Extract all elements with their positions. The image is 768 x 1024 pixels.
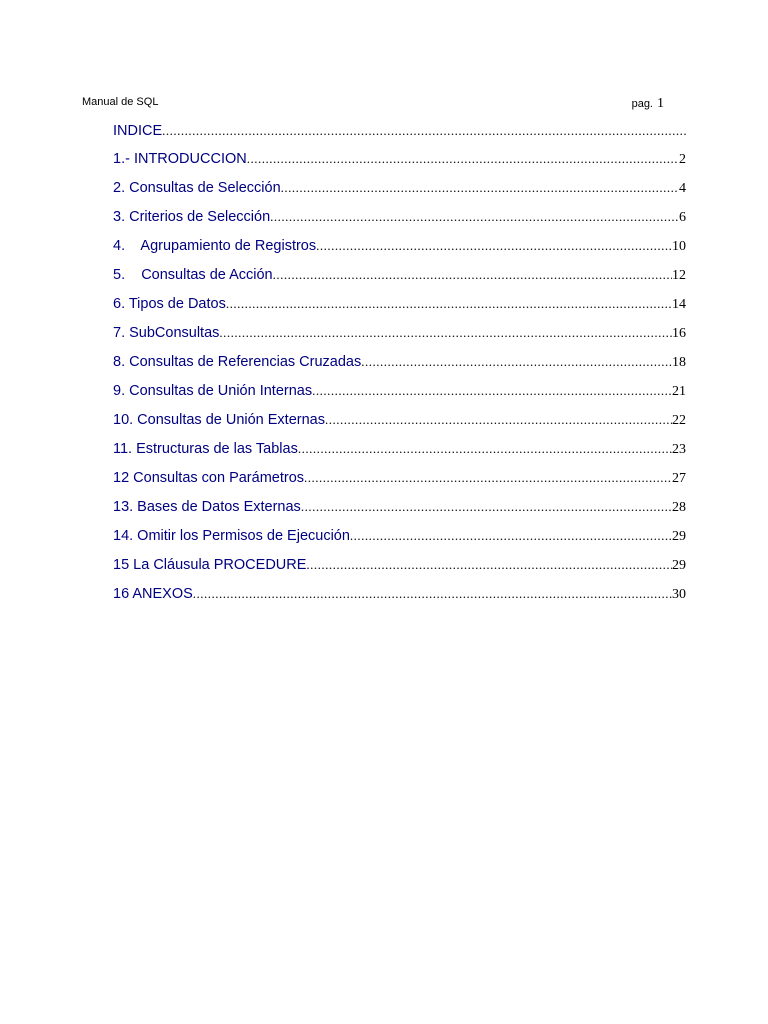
toc-leader-dots [312, 380, 672, 402]
toc-entry-page: 30 [672, 587, 686, 602]
toc-entry-estructuras-tablas[interactable] [113, 438, 686, 467]
toc-entry-page: 14 [672, 297, 686, 312]
toc-entry-title[interactable]: 3. Criterios de Selección [113, 209, 271, 225]
toc-leader-dots [306, 554, 672, 576]
table-of-contents [113, 120, 686, 612]
toc-entry-title[interactable]: 1.- INTRODUCCION [113, 151, 247, 167]
toc-leader-dots [298, 438, 672, 460]
page-indicator [632, 94, 664, 112]
toc-entry-union-internas[interactable] [113, 380, 686, 409]
toc-entry-page: 10 [672, 239, 686, 254]
toc-entry-referencias-cruzadas[interactable] [113, 351, 686, 380]
toc-entry-consultas-seleccion[interactable] [113, 177, 686, 206]
toc-entry-title[interactable]: 2. Consultas de Selección [113, 180, 281, 196]
toc-entry-title[interactable]: 6. Tipos de Datos [113, 296, 226, 312]
toc-entry-title[interactable]: 7. SubConsultas [113, 325, 220, 341]
toc-leader-dots [226, 293, 672, 315]
toc-entry-title[interactable]: 11. Estructuras de las Tablas [113, 441, 298, 457]
toc-entry-page: 4 [679, 181, 686, 196]
toc-leader-dots [219, 322, 672, 344]
toc-entry-tipos-datos[interactable] [113, 293, 686, 322]
toc-entry-title[interactable]: 4. Agrupamiento de Registros [113, 238, 317, 254]
toc-leader-dots [361, 351, 672, 373]
page-header [82, 94, 664, 112]
toc-leader-dots [325, 409, 672, 431]
toc-entry-title[interactable]: INDICE [113, 123, 163, 139]
toc-entry-page: 18 [672, 355, 686, 370]
toc-entry-introduccion[interactable] [113, 148, 686, 177]
toc-entry-page: 6 [679, 210, 686, 225]
toc-entry-page: 29 [672, 529, 686, 544]
toc-entry-title[interactable]: 10. Consultas de Unión Externas [113, 412, 325, 428]
toc-entry-page: 29 [672, 558, 686, 573]
toc-entry-title[interactable]: 13. Bases de Datos Externas [113, 499, 301, 515]
toc-entry-union-externas[interactable] [113, 409, 686, 438]
toc-entry-title[interactable]: 15 La Cláusula PROCEDURE [113, 557, 307, 573]
toc-entry-title[interactable]: 8. Consultas de Referencias Cruzadas [113, 354, 362, 370]
toc-entry-page: 12 [672, 268, 686, 283]
toc-entry-clausula-procedure[interactable] [113, 554, 686, 583]
toc-entry-title[interactable]: 9. Consultas de Unión Internas [113, 383, 313, 399]
toc-entry-page: 21 [672, 384, 686, 399]
toc-entry-consultas-accion[interactable] [113, 264, 686, 293]
toc-leader-dots [301, 496, 672, 518]
document-title: Manual de SQL [82, 96, 159, 108]
toc-entry-anexos[interactable] [113, 583, 686, 612]
toc-entry-title[interactable]: 12 Consultas con Parámetros [113, 470, 305, 486]
toc-entry-page: 28 [672, 500, 686, 515]
toc-leader-dots [247, 148, 679, 170]
toc-entry-page: 16 [672, 326, 686, 341]
toc-leader-dots [350, 525, 672, 547]
toc-leader-dots [281, 177, 679, 199]
toc-entry-indice[interactable] [113, 120, 686, 148]
toc-entry-criterios-seleccion[interactable] [113, 206, 686, 235]
toc-entry-omitir-permisos[interactable] [113, 525, 686, 554]
toc-entry-title[interactable]: 14. Omitir los Permisos de Ejecución [113, 528, 350, 544]
toc-entry-consultas-parametros[interactable] [113, 467, 686, 496]
toc-entry-page: 22 [672, 413, 686, 428]
toc-leader-dots [193, 583, 672, 605]
toc-entry-page: 2 [679, 152, 686, 167]
page-number: 1 [657, 96, 664, 111]
page-label: pag. [631, 98, 653, 110]
toc-entry-title[interactable]: 16 ANEXOS [113, 586, 193, 602]
toc-leader-dots [304, 467, 672, 489]
toc-leader-dots [273, 264, 672, 286]
toc-entry-subconsultas[interactable] [113, 322, 686, 351]
toc-entry-page: 23 [672, 442, 686, 457]
toc-entry-page: 27 [672, 471, 686, 486]
toc-entry-agrupamiento[interactable] [113, 235, 686, 264]
toc-leader-dots [162, 120, 686, 142]
toc-leader-dots [316, 235, 672, 257]
toc-entry-bases-datos-externas[interactable] [113, 496, 686, 525]
toc-leader-dots [270, 206, 679, 228]
toc-entry-title[interactable]: 5. Consultas de Acción [113, 267, 273, 283]
